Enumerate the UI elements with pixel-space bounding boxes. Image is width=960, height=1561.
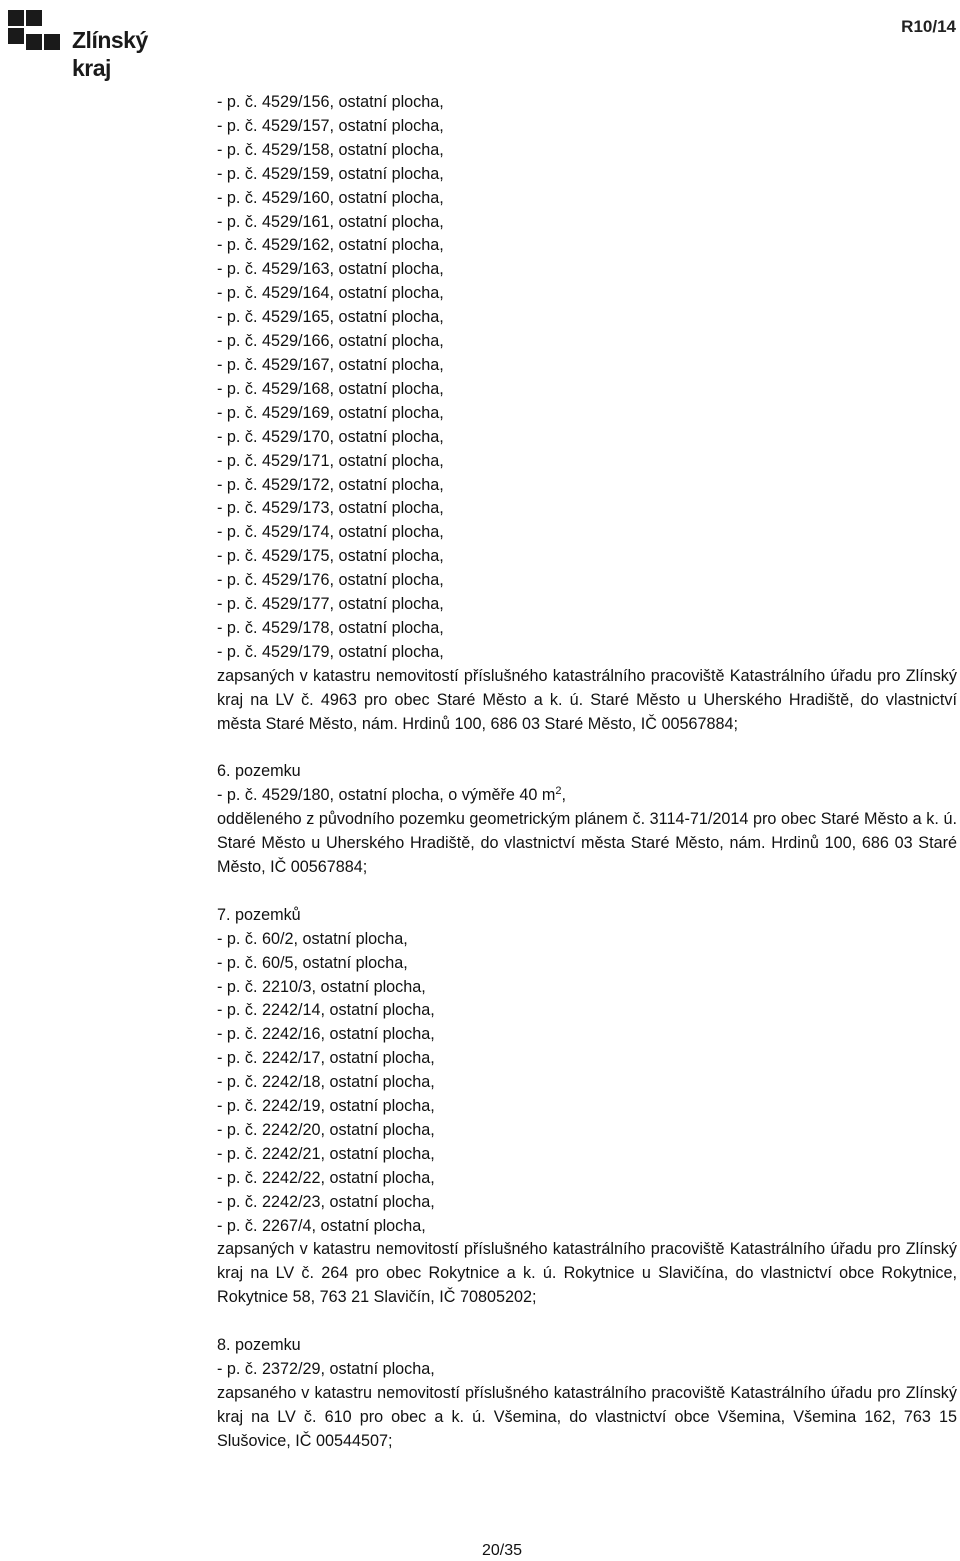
list-item: - p. č. 4529/161, ostatní plocha, xyxy=(217,212,444,231)
list-item: - p. č. 4529/158, ostatní plocha, xyxy=(217,140,444,159)
list-item: - p. č. 4529/159, ostatní plocha, xyxy=(217,164,444,183)
paragraph-section-8: zapsaného v katastru nemovitostí příslušného katastrálního pracoviště Katastrálního úřadu pro Zlínský kraj na LV č. 610 pro obec a k. ú. Všemina, do vlastnictví obce Všemina, Všemina 162, 763 15 Slušovice, IČ 00544507; xyxy=(217,1383,957,1450)
list-item: - p. č. 2242/19, ostatní plocha, xyxy=(217,1097,435,1116)
list-item: - p. č. 4529/172, ostatní plocha, xyxy=(217,475,444,494)
list-item: - p. č. 4529/165, ostatní plocha, xyxy=(217,308,444,327)
section-8-heading: 8. pozemku xyxy=(217,1336,301,1355)
list-item: - p. č. 4529/178, ostatní plocha, xyxy=(217,618,444,637)
list-item: - p. č. 2242/22, ostatní plocha, xyxy=(217,1168,435,1187)
list-item: - p. č. 4529/162, ostatní plocha, xyxy=(217,236,444,255)
list-item: - p. č. 4529/170, ostatní plocha, xyxy=(217,427,444,446)
zlinsky-kraj-logo xyxy=(8,10,188,81)
list-item: - p. č. 4529/160, ostatní plocha, xyxy=(217,188,444,207)
document-code: R10/14 xyxy=(901,17,956,36)
parcel-list-7 xyxy=(217,928,957,1239)
paragraph-ownership-stare-mesto: zapsaných v katastru nemovitostí příslušného katastrálního pracoviště Katastrálního úřadu pro Zlínský kraj na LV č. 4963 pro obec Staré Město a k. ú. Staré Město u Uherského Hradiště, do vlastnictví města Staré Město, nám. Hrdinů 100, 686 03 Staré Město, IČ 00567884; xyxy=(217,666,957,733)
list-item: - p. č. 2242/18, ostatní plocha, xyxy=(217,1073,435,1092)
list-item: - p. č. 4529/169, ostatní plocha, xyxy=(217,403,444,422)
list-item: - p. č. 4529/163, ostatní plocha, xyxy=(217,260,444,279)
list-item: - p. č. 2372/29, ostatní plocha, xyxy=(217,1359,435,1378)
paragraph-section-6: odděleného z původního pozemku geometrickým plánem č. 3114-71/2014 pro obec Staré Město a k. ú. Staré Město u Uherského Hradiště, do vlastnictví města Staré Město, nám. Hrdinů 100, 686 03 Staré Město, IČ 00567884; xyxy=(217,810,957,876)
list-item: - p. č. 4529/164, ostatní plocha, xyxy=(217,284,444,303)
page-number: 20/35 xyxy=(481,1542,523,1559)
list-item: - p. č. 4529/173, ostatní plocha, xyxy=(217,499,444,518)
logo-text: Zlínský kraj xyxy=(72,27,148,81)
list-item: - p. č. 4529/174, ostatní plocha, xyxy=(217,523,444,542)
list-item: - p. č. 60/2, ostatní plocha, xyxy=(217,929,408,948)
list-item: - p. č. 4529/179, ostatní plocha, xyxy=(217,642,444,661)
list-item: - p. č. 4529/177, ostatní plocha, xyxy=(217,595,444,614)
section-6-heading: 6. pozemku xyxy=(217,762,301,781)
list-item: - p. č. 2210/3, ostatní plocha, xyxy=(217,977,426,996)
list-item: - p. č. 2242/20, ostatní plocha, xyxy=(217,1120,435,1139)
list-item: - p. č. 2242/23, ostatní plocha, xyxy=(217,1192,435,1211)
page-footer xyxy=(0,1542,960,1560)
list-item: - p. č. 4529/175, ostatní plocha, xyxy=(217,547,444,566)
list-item: - p. č. 2242/16, ostatní plocha, xyxy=(217,1025,435,1044)
list-item: - p. č. 60/5, ostatní plocha, xyxy=(217,953,408,972)
list-item: - p. č. 2267/4, ostatní plocha, xyxy=(217,1216,426,1235)
list-item: - p. č. 2242/14, ostatní plocha, xyxy=(217,1001,435,1020)
list-item: - p. č. 4529/167, ostatní plocha, xyxy=(217,355,444,374)
list-item: - p. č. 4529/156, ostatní plocha, xyxy=(217,93,444,111)
list-item: - p. č. 4529/180, ostatní plocha, o výměře 40 $m^2$, xyxy=(217,785,566,805)
list-item: - p. č. 4529/168, ostatní plocha, xyxy=(217,379,444,398)
list-item: - p. č. 2242/17, ostatní plocha, xyxy=(217,1049,435,1068)
paragraph-section-7: zapsaných v katastru nemovitostí příslušného katastrálního pracoviště Katastrálního úřadu pro Zlínský kraj na LV č. 264 pro obec Rokytnice a k. ú. Rokytnice u Slavičína, do vlastnictví obce Rokytnice, Rokytnice 58, 763 21 Slavičín, IČ 70805202; xyxy=(217,1240,957,1307)
list-item: - p. č. 4529/157, ostatní plocha, xyxy=(217,116,444,135)
page-header xyxy=(0,0,960,81)
section-7-heading: 7. pozemků xyxy=(217,905,301,924)
document-body xyxy=(217,91,957,1454)
list-item: - p. č. 4529/176, ostatní plocha, xyxy=(217,571,444,590)
logo-squares-icon xyxy=(8,10,62,54)
parcel-list-5 xyxy=(217,91,957,665)
list-item: - p. č. 4529/171, ostatní plocha, xyxy=(217,451,444,470)
list-item: - p. č. 4529/166, ostatní plocha, xyxy=(217,332,444,351)
superscript-2: 2 xyxy=(555,785,562,798)
list-item: - p. č. 2242/21, ostatní plocha, xyxy=(217,1144,435,1163)
